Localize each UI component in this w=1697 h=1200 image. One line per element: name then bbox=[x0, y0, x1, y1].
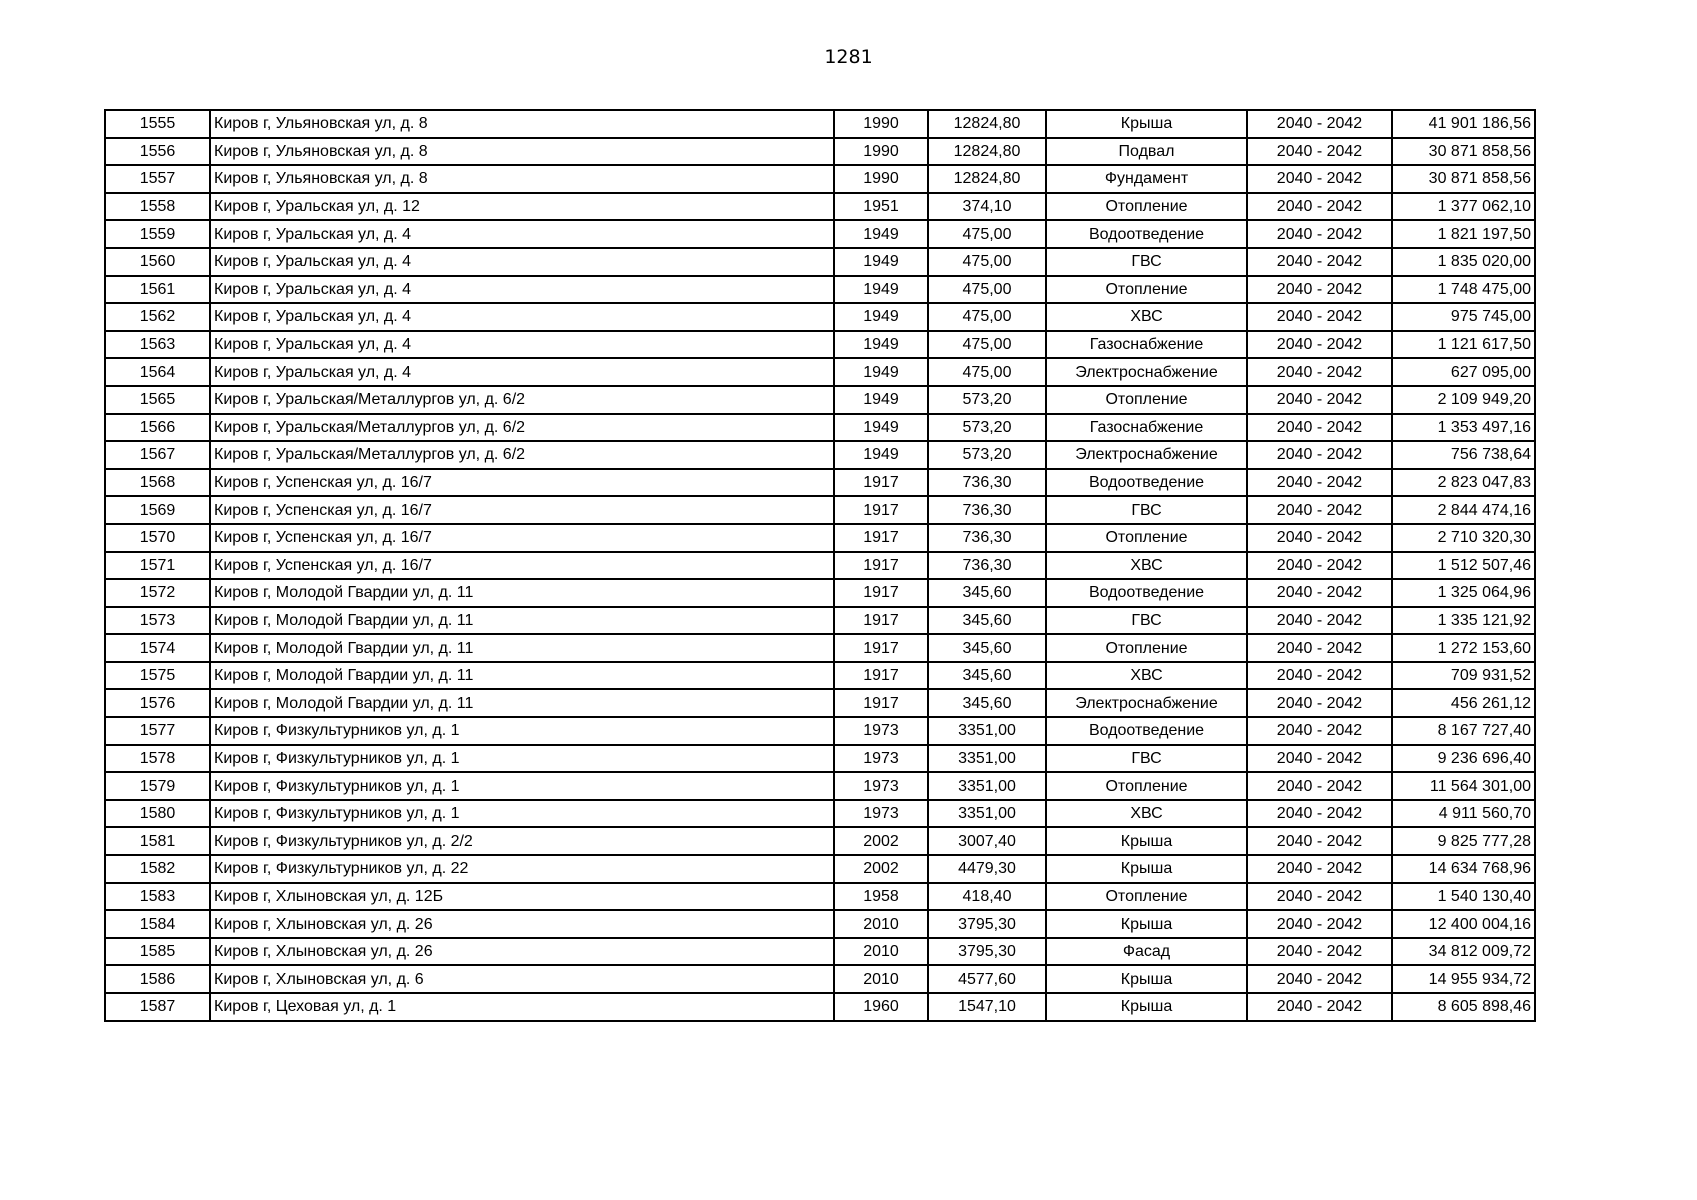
construction-year-cell: 2010 bbox=[834, 938, 928, 966]
table-row bbox=[105, 524, 1535, 552]
repair-cost-cell: 1 121 617,50 bbox=[1392, 331, 1535, 359]
planned-period-cell: 2040 - 2042 bbox=[1247, 717, 1392, 745]
planned-period-cell: 2040 - 2042 bbox=[1247, 910, 1392, 938]
planned-period-cell: 2040 - 2042 bbox=[1247, 745, 1392, 773]
planned-period-cell: 2040 - 2042 bbox=[1247, 689, 1392, 717]
repair-work-type-cell: Крыша bbox=[1046, 910, 1247, 938]
planned-period-cell: 2040 - 2042 bbox=[1247, 110, 1392, 138]
repair-cost-cell: 9 825 777,28 bbox=[1392, 827, 1535, 855]
building-area-cell: 4479,30 bbox=[928, 855, 1046, 883]
planned-period-cell: 2040 - 2042 bbox=[1247, 800, 1392, 828]
building-area-cell: 374,10 bbox=[928, 193, 1046, 221]
building-area-cell: 3351,00 bbox=[928, 772, 1046, 800]
construction-year-cell: 1949 bbox=[834, 248, 928, 276]
row-number-cell: 1571 bbox=[105, 552, 210, 580]
construction-year-cell: 1990 bbox=[834, 138, 928, 166]
construction-year-cell: 2002 bbox=[834, 855, 928, 883]
table-row bbox=[105, 800, 1535, 828]
row-number-cell: 1579 bbox=[105, 772, 210, 800]
building-area-cell: 345,60 bbox=[928, 634, 1046, 662]
construction-year-cell: 1973 bbox=[834, 800, 928, 828]
table-row bbox=[105, 496, 1535, 524]
building-address-cell: Киров г, Уральская ул, д. 4 bbox=[210, 276, 834, 304]
row-number-cell: 1574 bbox=[105, 634, 210, 662]
building-area-cell: 3795,30 bbox=[928, 910, 1046, 938]
building-address-cell: Киров г, Молодой Гвардии ул, д. 11 bbox=[210, 689, 834, 717]
building-address-cell: Киров г, Молодой Гвардии ул, д. 11 bbox=[210, 579, 834, 607]
planned-period-cell: 2040 - 2042 bbox=[1247, 855, 1392, 883]
construction-year-cell: 1949 bbox=[834, 441, 928, 469]
repair-work-type-cell: ХВС bbox=[1046, 662, 1247, 690]
table-row bbox=[105, 607, 1535, 635]
row-number-cell: 1584 bbox=[105, 910, 210, 938]
planned-period-cell: 2040 - 2042 bbox=[1247, 358, 1392, 386]
building-area-cell: 736,30 bbox=[928, 524, 1046, 552]
construction-year-cell: 2002 bbox=[834, 827, 928, 855]
repair-cost-cell: 14 955 934,72 bbox=[1392, 965, 1535, 993]
repair-cost-cell: 1 821 197,50 bbox=[1392, 220, 1535, 248]
table-row bbox=[105, 717, 1535, 745]
building-area-cell: 4577,60 bbox=[928, 965, 1046, 993]
building-area-cell: 475,00 bbox=[928, 248, 1046, 276]
building-area-cell: 573,20 bbox=[928, 386, 1046, 414]
repair-work-type-cell: Фасад bbox=[1046, 938, 1247, 966]
repair-work-type-cell: Отопление bbox=[1046, 276, 1247, 304]
repair-cost-cell: 9 236 696,40 bbox=[1392, 745, 1535, 773]
building-area-cell: 345,60 bbox=[928, 579, 1046, 607]
row-number-cell: 1570 bbox=[105, 524, 210, 552]
row-number-cell: 1567 bbox=[105, 441, 210, 469]
construction-year-cell: 1990 bbox=[834, 110, 928, 138]
repair-work-type-cell: ГВС bbox=[1046, 496, 1247, 524]
row-number-cell: 1583 bbox=[105, 883, 210, 911]
repair-cost-cell: 8 605 898,46 bbox=[1392, 993, 1535, 1021]
building-address-cell: Киров г, Уральская ул, д. 4 bbox=[210, 358, 834, 386]
construction-year-cell: 1949 bbox=[834, 386, 928, 414]
building-address-cell: Киров г, Успенская ул, д. 16/7 bbox=[210, 524, 834, 552]
table-row bbox=[105, 827, 1535, 855]
planned-period-cell: 2040 - 2042 bbox=[1247, 496, 1392, 524]
building-address-cell: Киров г, Цеховая ул, д. 1 bbox=[210, 993, 834, 1021]
repair-work-type-cell: ХВС bbox=[1046, 800, 1247, 828]
repair-cost-cell: 1 512 507,46 bbox=[1392, 552, 1535, 580]
repair-cost-cell: 456 261,12 bbox=[1392, 689, 1535, 717]
construction-year-cell: 1949 bbox=[834, 414, 928, 442]
repair-work-type-cell: Отопление bbox=[1046, 386, 1247, 414]
building-area-cell: 3351,00 bbox=[928, 745, 1046, 773]
repair-cost-cell: 41 901 186,56 bbox=[1392, 110, 1535, 138]
table-row bbox=[105, 772, 1535, 800]
building-area-cell: 418,40 bbox=[928, 883, 1046, 911]
building-address-cell: Киров г, Физкультурников ул, д. 1 bbox=[210, 745, 834, 773]
row-number-cell: 1562 bbox=[105, 303, 210, 331]
repair-cost-cell: 30 871 858,56 bbox=[1392, 165, 1535, 193]
planned-period-cell: 2040 - 2042 bbox=[1247, 220, 1392, 248]
building-area-cell: 736,30 bbox=[928, 552, 1046, 580]
repair-work-type-cell: Водоотведение bbox=[1046, 220, 1247, 248]
building-area-cell: 736,30 bbox=[928, 496, 1046, 524]
planned-period-cell: 2040 - 2042 bbox=[1247, 634, 1392, 662]
building-address-cell: Киров г, Ульяновская ул, д. 8 bbox=[210, 138, 834, 166]
table-row bbox=[105, 358, 1535, 386]
table-body bbox=[105, 110, 1535, 1021]
planned-period-cell: 2040 - 2042 bbox=[1247, 331, 1392, 359]
table-row bbox=[105, 386, 1535, 414]
building-address-cell: Киров г, Физкультурников ул, д. 1 bbox=[210, 772, 834, 800]
repair-cost-cell: 12 400 004,16 bbox=[1392, 910, 1535, 938]
building-area-cell: 3007,40 bbox=[928, 827, 1046, 855]
table-row bbox=[105, 220, 1535, 248]
repair-cost-cell: 14 634 768,96 bbox=[1392, 855, 1535, 883]
repair-cost-cell: 1 272 153,60 bbox=[1392, 634, 1535, 662]
repair-work-type-cell: Электроснабжение bbox=[1046, 689, 1247, 717]
repair-cost-cell: 34 812 009,72 bbox=[1392, 938, 1535, 966]
construction-year-cell: 1917 bbox=[834, 607, 928, 635]
repair-work-type-cell: ХВС bbox=[1046, 552, 1247, 580]
repair-work-type-cell: Газоснабжение bbox=[1046, 331, 1247, 359]
repair-work-type-cell: Крыша bbox=[1046, 855, 1247, 883]
table-row bbox=[105, 303, 1535, 331]
table-row bbox=[105, 331, 1535, 359]
repair-cost-cell: 1 540 130,40 bbox=[1392, 883, 1535, 911]
repair-work-type-cell: Электроснабжение bbox=[1046, 358, 1247, 386]
table-row bbox=[105, 552, 1535, 580]
table-row bbox=[105, 883, 1535, 911]
building-area-cell: 12824,80 bbox=[928, 165, 1046, 193]
repair-cost-cell: 2 844 474,16 bbox=[1392, 496, 1535, 524]
building-address-cell: Киров г, Молодой Гвардии ул, д. 11 bbox=[210, 607, 834, 635]
table-row bbox=[105, 938, 1535, 966]
planned-period-cell: 2040 - 2042 bbox=[1247, 193, 1392, 221]
construction-year-cell: 1917 bbox=[834, 496, 928, 524]
repair-work-type-cell: Крыша bbox=[1046, 110, 1247, 138]
repair-cost-cell: 709 931,52 bbox=[1392, 662, 1535, 690]
construction-year-cell: 1973 bbox=[834, 772, 928, 800]
planned-period-cell: 2040 - 2042 bbox=[1247, 414, 1392, 442]
construction-year-cell: 1949 bbox=[834, 331, 928, 359]
building-area-cell: 3351,00 bbox=[928, 717, 1046, 745]
planned-period-cell: 2040 - 2042 bbox=[1247, 248, 1392, 276]
building-address-cell: Киров г, Успенская ул, д. 16/7 bbox=[210, 469, 834, 497]
construction-year-cell: 2010 bbox=[834, 965, 928, 993]
construction-year-cell: 1949 bbox=[834, 220, 928, 248]
building-area-cell: 475,00 bbox=[928, 276, 1046, 304]
construction-year-cell: 1973 bbox=[834, 745, 928, 773]
repair-work-type-cell: Отопление bbox=[1046, 772, 1247, 800]
page-number: 1281 bbox=[824, 46, 873, 68]
row-number-cell: 1578 bbox=[105, 745, 210, 773]
table-row bbox=[105, 469, 1535, 497]
building-area-cell: 12824,80 bbox=[928, 138, 1046, 166]
building-address-cell: Киров г, Уральская/Металлургов ул, д. 6/2 bbox=[210, 414, 834, 442]
table-row bbox=[105, 745, 1535, 773]
building-area-cell: 573,20 bbox=[928, 414, 1046, 442]
construction-year-cell: 1917 bbox=[834, 552, 928, 580]
row-number-cell: 1560 bbox=[105, 248, 210, 276]
table-row bbox=[105, 138, 1535, 166]
repair-cost-cell: 2 109 949,20 bbox=[1392, 386, 1535, 414]
row-number-cell: 1576 bbox=[105, 689, 210, 717]
building-address-cell: Киров г, Уральская/Металлургов ул, д. 6/2 bbox=[210, 441, 834, 469]
repair-work-type-cell: ГВС bbox=[1046, 607, 1247, 635]
building-address-cell: Киров г, Молодой Гвардии ул, д. 11 bbox=[210, 634, 834, 662]
planned-period-cell: 2040 - 2042 bbox=[1247, 993, 1392, 1021]
row-number-cell: 1566 bbox=[105, 414, 210, 442]
building-area-cell: 573,20 bbox=[928, 441, 1046, 469]
building-address-cell: Киров г, Успенская ул, д. 16/7 bbox=[210, 496, 834, 524]
repair-work-type-cell: Крыша bbox=[1046, 827, 1247, 855]
repair-work-type-cell: Отопление bbox=[1046, 634, 1247, 662]
planned-period-cell: 2040 - 2042 bbox=[1247, 303, 1392, 331]
repair-work-type-cell: Электроснабжение bbox=[1046, 441, 1247, 469]
repair-work-type-cell: Крыша bbox=[1046, 993, 1247, 1021]
row-number-cell: 1563 bbox=[105, 331, 210, 359]
building-area-cell: 1547,10 bbox=[928, 993, 1046, 1021]
row-number-cell: 1557 bbox=[105, 165, 210, 193]
repair-cost-cell: 975 745,00 bbox=[1392, 303, 1535, 331]
building-address-cell: Киров г, Уральская/Металлургов ул, д. 6/2 bbox=[210, 386, 834, 414]
building-area-cell: 3795,30 bbox=[928, 938, 1046, 966]
building-address-cell: Киров г, Уральская ул, д. 4 bbox=[210, 248, 834, 276]
row-number-cell: 1577 bbox=[105, 717, 210, 745]
building-address-cell: Киров г, Хлыновская ул, д. 26 bbox=[210, 938, 834, 966]
row-number-cell: 1586 bbox=[105, 965, 210, 993]
table-row bbox=[105, 110, 1535, 138]
row-number-cell: 1581 bbox=[105, 827, 210, 855]
table-row bbox=[105, 414, 1535, 442]
planned-period-cell: 2040 - 2042 bbox=[1247, 469, 1392, 497]
construction-year-cell: 1960 bbox=[834, 993, 928, 1021]
repair-work-type-cell: Фундамент bbox=[1046, 165, 1247, 193]
building-area-cell: 345,60 bbox=[928, 689, 1046, 717]
building-address-cell: Киров г, Ульяновская ул, д. 8 bbox=[210, 110, 834, 138]
construction-year-cell: 1917 bbox=[834, 689, 928, 717]
building-address-cell: Киров г, Хлыновская ул, д. 6 bbox=[210, 965, 834, 993]
building-area-cell: 475,00 bbox=[928, 358, 1046, 386]
row-number-cell: 1572 bbox=[105, 579, 210, 607]
repair-cost-cell: 1 835 020,00 bbox=[1392, 248, 1535, 276]
building-address-cell: Киров г, Уральская ул, д. 4 bbox=[210, 331, 834, 359]
repair-cost-cell: 1 335 121,92 bbox=[1392, 607, 1535, 635]
building-area-cell: 12824,80 bbox=[928, 110, 1046, 138]
building-address-cell: Киров г, Уральская ул, д. 4 bbox=[210, 303, 834, 331]
row-number-cell: 1580 bbox=[105, 800, 210, 828]
planned-period-cell: 2040 - 2042 bbox=[1247, 276, 1392, 304]
row-number-cell: 1582 bbox=[105, 855, 210, 883]
repair-work-type-cell: Водоотведение bbox=[1046, 579, 1247, 607]
row-number-cell: 1568 bbox=[105, 469, 210, 497]
planned-period-cell: 2040 - 2042 bbox=[1247, 607, 1392, 635]
building-area-cell: 736,30 bbox=[928, 469, 1046, 497]
repair-work-type-cell: ГВС bbox=[1046, 248, 1247, 276]
planned-period-cell: 2040 - 2042 bbox=[1247, 441, 1392, 469]
repair-cost-cell: 2 823 047,83 bbox=[1392, 469, 1535, 497]
table-row bbox=[105, 579, 1535, 607]
repair-cost-cell: 1 353 497,16 bbox=[1392, 414, 1535, 442]
construction-year-cell: 1951 bbox=[834, 193, 928, 221]
repair-work-type-cell: Отопление bbox=[1046, 193, 1247, 221]
planned-period-cell: 2040 - 2042 bbox=[1247, 165, 1392, 193]
repair-cost-cell: 4 911 560,70 bbox=[1392, 800, 1535, 828]
building-address-cell: Киров г, Уральская ул, д. 12 bbox=[210, 193, 834, 221]
row-number-cell: 1561 bbox=[105, 276, 210, 304]
repair-work-type-cell: Подвал bbox=[1046, 138, 1247, 166]
building-area-cell: 475,00 bbox=[928, 220, 1046, 248]
repair-work-type-cell: Отопление bbox=[1046, 883, 1247, 911]
table-row bbox=[105, 855, 1535, 883]
table-row bbox=[105, 193, 1535, 221]
row-number-cell: 1565 bbox=[105, 386, 210, 414]
construction-year-cell: 1949 bbox=[834, 276, 928, 304]
repair-work-type-cell: Газоснабжение bbox=[1046, 414, 1247, 442]
table-row bbox=[105, 248, 1535, 276]
row-number-cell: 1573 bbox=[105, 607, 210, 635]
repair-work-type-cell: Водоотведение bbox=[1046, 469, 1247, 497]
planned-period-cell: 2040 - 2042 bbox=[1247, 579, 1392, 607]
construction-year-cell: 1973 bbox=[834, 717, 928, 745]
building-area-cell: 345,60 bbox=[928, 607, 1046, 635]
planned-period-cell: 2040 - 2042 bbox=[1247, 386, 1392, 414]
row-number-cell: 1564 bbox=[105, 358, 210, 386]
repair-work-type-cell: ГВС bbox=[1046, 745, 1247, 773]
table-row bbox=[105, 634, 1535, 662]
building-address-cell: Киров г, Уральская ул, д. 4 bbox=[210, 220, 834, 248]
building-address-cell: Киров г, Физкультурников ул, д. 1 bbox=[210, 717, 834, 745]
repair-cost-cell: 1 377 062,10 bbox=[1392, 193, 1535, 221]
row-number-cell: 1569 bbox=[105, 496, 210, 524]
planned-period-cell: 2040 - 2042 bbox=[1247, 883, 1392, 911]
row-number-cell: 1558 bbox=[105, 193, 210, 221]
planned-period-cell: 2040 - 2042 bbox=[1247, 524, 1392, 552]
repair-cost-cell: 8 167 727,40 bbox=[1392, 717, 1535, 745]
construction-year-cell: 1917 bbox=[834, 524, 928, 552]
row-number-cell: 1556 bbox=[105, 138, 210, 166]
building-address-cell: Киров г, Хлыновская ул, д. 26 bbox=[210, 910, 834, 938]
repair-cost-cell: 30 871 858,56 bbox=[1392, 138, 1535, 166]
repair-work-type-cell: Отопление bbox=[1046, 524, 1247, 552]
capital-repair-table bbox=[104, 109, 1536, 1022]
table-row bbox=[105, 165, 1535, 193]
construction-year-cell: 1917 bbox=[834, 662, 928, 690]
planned-period-cell: 2040 - 2042 bbox=[1247, 772, 1392, 800]
planned-period-cell: 2040 - 2042 bbox=[1247, 662, 1392, 690]
construction-year-cell: 1990 bbox=[834, 165, 928, 193]
table-row bbox=[105, 689, 1535, 717]
repair-cost-cell: 756 738,64 bbox=[1392, 441, 1535, 469]
building-area-cell: 3351,00 bbox=[928, 800, 1046, 828]
repair-cost-cell: 1 325 064,96 bbox=[1392, 579, 1535, 607]
table-row bbox=[105, 441, 1535, 469]
repair-cost-cell: 627 095,00 bbox=[1392, 358, 1535, 386]
building-address-cell: Киров г, Физкультурников ул, д. 1 bbox=[210, 800, 834, 828]
building-area-cell: 475,00 bbox=[928, 331, 1046, 359]
repair-cost-cell: 2 710 320,30 bbox=[1392, 524, 1535, 552]
building-address-cell: Киров г, Хлыновская ул, д. 12Б bbox=[210, 883, 834, 911]
repair-cost-cell: 11 564 301,00 bbox=[1392, 772, 1535, 800]
construction-year-cell: 1917 bbox=[834, 469, 928, 497]
building-address-cell: Киров г, Физкультурников ул, д. 2/2 bbox=[210, 827, 834, 855]
repair-work-type-cell: ХВС bbox=[1046, 303, 1247, 331]
construction-year-cell: 1917 bbox=[834, 579, 928, 607]
table-row bbox=[105, 276, 1535, 304]
planned-period-cell: 2040 - 2042 bbox=[1247, 138, 1392, 166]
row-number-cell: 1587 bbox=[105, 993, 210, 1021]
row-number-cell: 1585 bbox=[105, 938, 210, 966]
construction-year-cell: 1949 bbox=[834, 358, 928, 386]
construction-year-cell: 1917 bbox=[834, 634, 928, 662]
planned-period-cell: 2040 - 2042 bbox=[1247, 552, 1392, 580]
row-number-cell: 1555 bbox=[105, 110, 210, 138]
building-area-cell: 345,60 bbox=[928, 662, 1046, 690]
planned-period-cell: 2040 - 2042 bbox=[1247, 965, 1392, 993]
repair-work-type-cell: Водоотведение bbox=[1046, 717, 1247, 745]
table-row bbox=[105, 965, 1535, 993]
construction-year-cell: 1949 bbox=[834, 303, 928, 331]
planned-period-cell: 2040 - 2042 bbox=[1247, 938, 1392, 966]
table-row bbox=[105, 993, 1535, 1021]
row-number-cell: 1575 bbox=[105, 662, 210, 690]
building-address-cell: Киров г, Успенская ул, д. 16/7 bbox=[210, 552, 834, 580]
repair-cost-cell: 1 748 475,00 bbox=[1392, 276, 1535, 304]
row-number-cell: 1559 bbox=[105, 220, 210, 248]
construction-year-cell: 2010 bbox=[834, 910, 928, 938]
building-address-cell: Киров г, Физкультурников ул, д. 22 bbox=[210, 855, 834, 883]
planned-period-cell: 2040 - 2042 bbox=[1247, 827, 1392, 855]
building-area-cell: 475,00 bbox=[928, 303, 1046, 331]
building-address-cell: Киров г, Ульяновская ул, д. 8 bbox=[210, 165, 834, 193]
building-address-cell: Киров г, Молодой Гвардии ул, д. 11 bbox=[210, 662, 834, 690]
table-row bbox=[105, 662, 1535, 690]
repair-work-type-cell: Крыша bbox=[1046, 965, 1247, 993]
construction-year-cell: 1958 bbox=[834, 883, 928, 911]
table-row bbox=[105, 910, 1535, 938]
